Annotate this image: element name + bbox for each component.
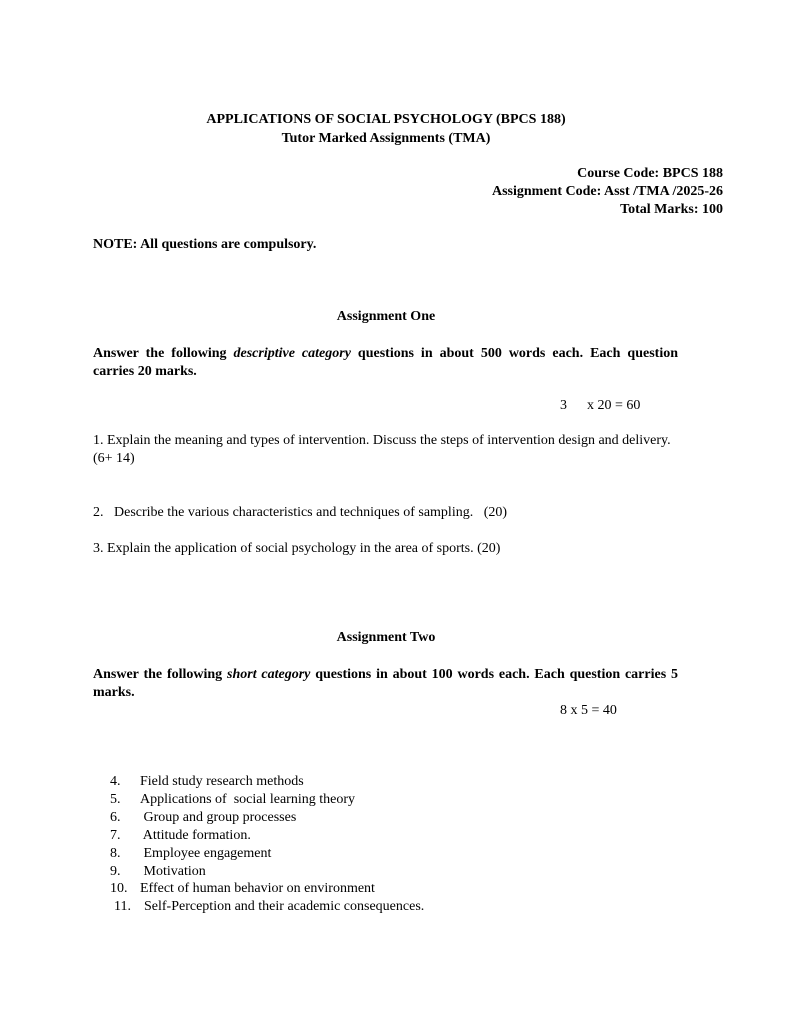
list-item: [110, 809, 424, 827]
question-item: 3. Explain the application of social psychology in the area of sports. (20): [93, 541, 501, 556]
list-text: Employee engagement: [140, 845, 272, 861]
list-item: [114, 898, 424, 916]
list-text: Group and group processes: [140, 809, 297, 825]
list-number: 6.: [110, 809, 121, 825]
instr-text: questions in about 100 words each. Each question carries 5 marks.: [93, 667, 678, 700]
instr-emphasis: short category: [227, 667, 311, 682]
course-code: Course Code: BPCS 188: [577, 166, 723, 181]
assignment-one-marks-count: 3: [560, 398, 567, 413]
short-questions-list: [110, 773, 424, 916]
list-text: Applications of social learning theory: [140, 791, 355, 807]
question-item: 1. Explain the meaning and types of intervention. Discuss the steps of intervention design and delivery. (6+ 14): [93, 433, 671, 466]
assignment-one-heading: Assignment One: [336, 309, 436, 324]
list-text: Field study research methods: [140, 774, 304, 789]
assignment-two-heading: Assignment Two: [336, 630, 436, 645]
list-text: Effect of human behavior on environment: [140, 881, 375, 897]
list-number: 10.: [110, 881, 128, 897]
list-number: 9.: [110, 863, 121, 879]
instr-text: questions in about 500 words each. Each question carries 20 marks.: [93, 346, 678, 379]
assignment-code: Assignment Code: Asst /TMA /2025-26: [491, 184, 723, 199]
question-item: 2. Describe the various characteristics and techniques of sampling. (20): [93, 505, 508, 520]
document-title: APPLICATIONS OF SOCIAL PSYCHOLOGY (BPCS 188): [206, 112, 566, 127]
list-text: Motivation: [140, 863, 206, 879]
assignment-one-marks-total: x 20 = 60: [587, 398, 641, 413]
assignment-two-instructions: [93, 666, 678, 702]
list-item: [110, 791, 424, 809]
document-subtitle: Tutor Marked Assignments (TMA): [281, 131, 491, 146]
list-text: Attitude formation.: [140, 827, 251, 843]
assignment-one-instructions: [93, 345, 678, 381]
list-number: 11.: [114, 899, 131, 915]
list-number: 4.: [110, 774, 121, 789]
list-text: Self-Perception and their academic consequences.: [144, 899, 425, 915]
note: NOTE: All questions are compulsory.: [93, 237, 317, 252]
list-item: [110, 880, 424, 898]
list-item: [110, 773, 424, 791]
instr-emphasis: descriptive category: [233, 346, 351, 361]
list-item: [110, 827, 424, 845]
assignment-two-marks: 8 x 5 = 40: [560, 703, 617, 718]
list-item: [110, 845, 424, 863]
list-item: [110, 863, 424, 881]
instr-text: Answer the following: [93, 346, 234, 361]
total-marks: Total Marks: 100: [620, 202, 723, 217]
list-number: 5.: [110, 791, 121, 807]
list-number: 7.: [110, 827, 121, 843]
list-number: 8.: [110, 845, 121, 861]
instr-text: Answer the following: [93, 667, 228, 682]
